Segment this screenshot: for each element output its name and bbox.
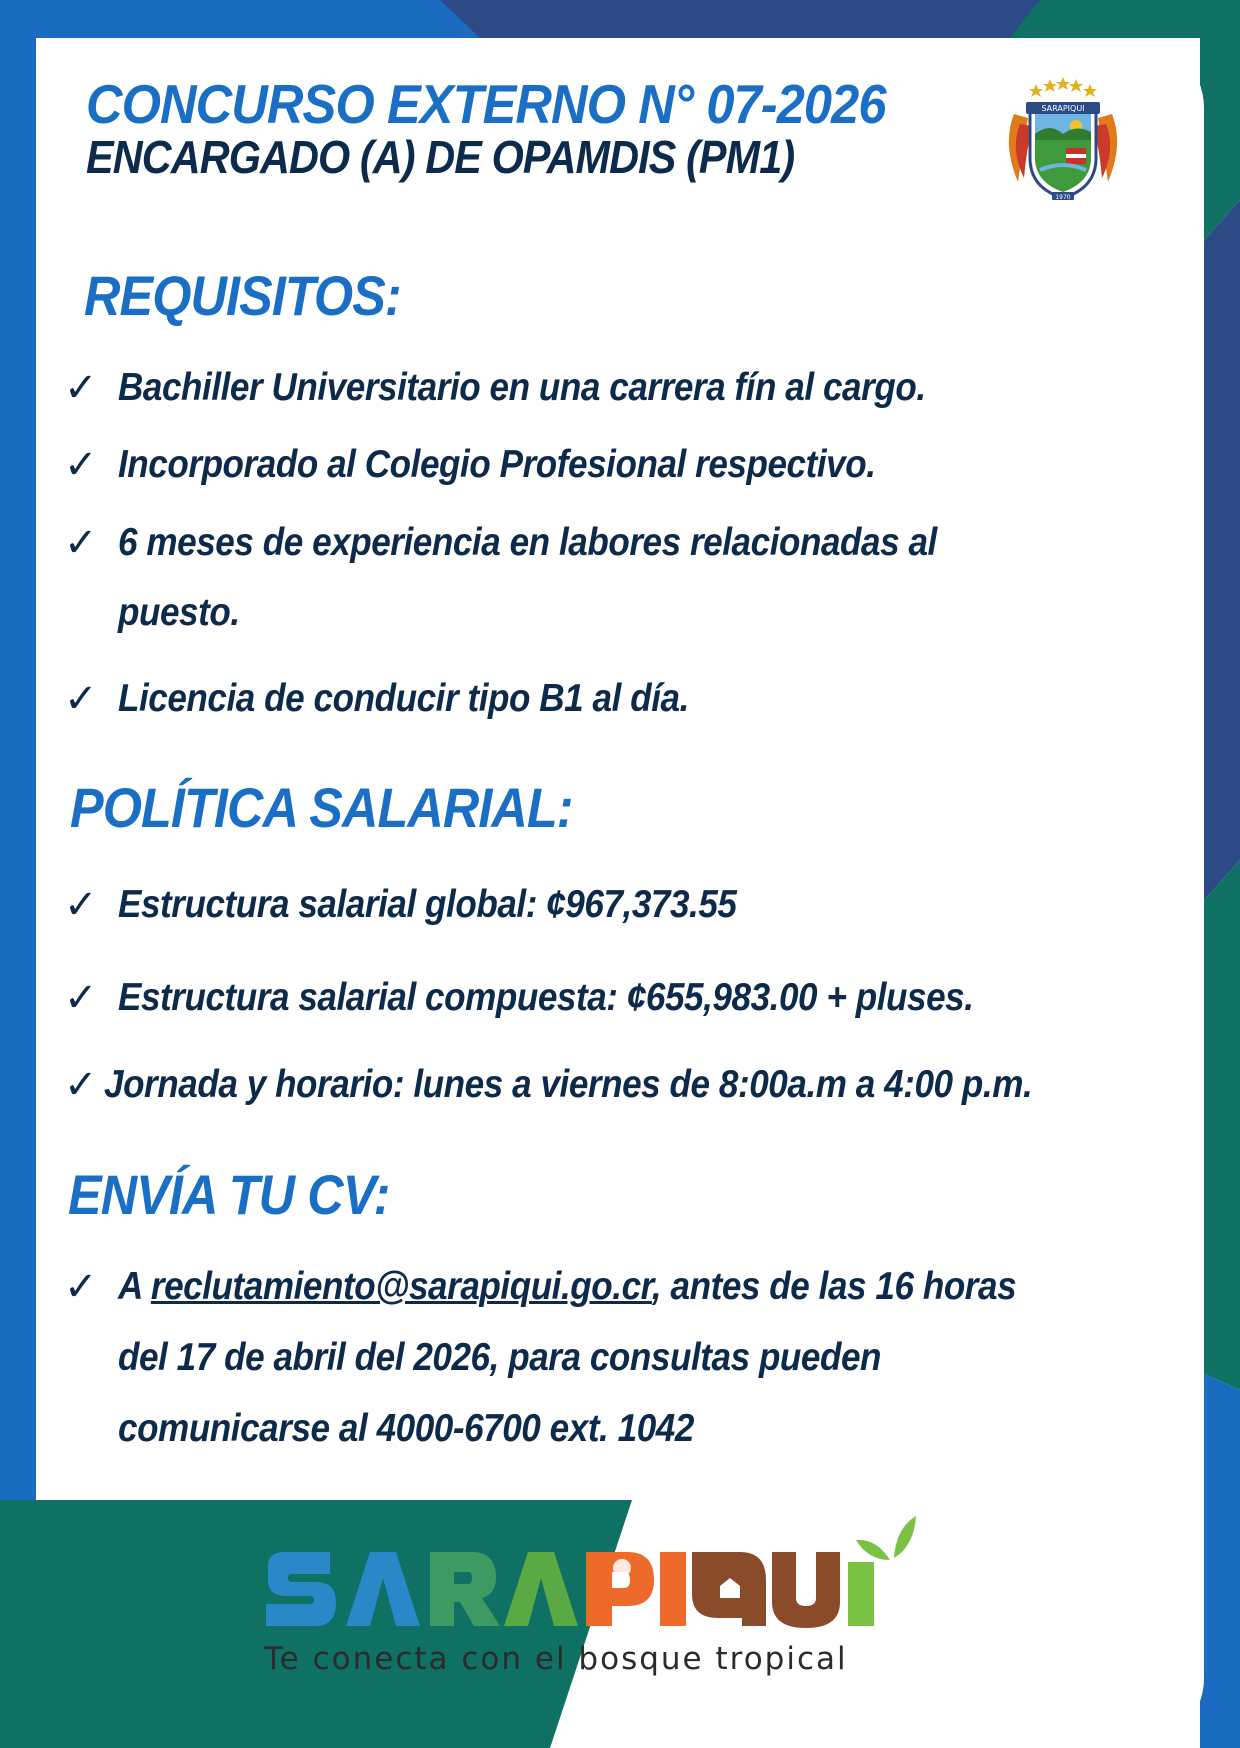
politica-heading: POLÍTICA SALARIAL:	[70, 776, 573, 839]
email-link[interactable]: reclutamiento@sarapiqui.go.cr	[150, 1265, 652, 1308]
list-item	[64, 353, 1015, 423]
list-item	[64, 430, 960, 500]
list-item-text: Bachiller Universitario en una carrera fín al cargo.	[118, 366, 926, 409]
list-item-continuation	[64, 1323, 966, 1393]
list-item-continuation	[64, 578, 253, 648]
check-icon: ✓	[64, 882, 98, 928]
leaf-icon	[894, 1516, 916, 1558]
list-item-text: Incorporado al Colegio Profesional respectivo.	[118, 443, 876, 486]
leaf-icon	[856, 1540, 890, 1560]
list-item	[64, 664, 752, 734]
list-item-text: puesto.	[118, 591, 240, 634]
check-icon: ✓	[64, 1264, 98, 1310]
list-item-text: Jornada y horario: lunes a viernes de 8:00a.m a 4:00 p.m.	[104, 1063, 1033, 1106]
list-item-text: del 17 de abril del 2026, para consultas pueden	[118, 1336, 882, 1379]
cv-suffix: , antes de las 16 horas	[651, 1265, 1017, 1308]
list-item-text: 6 meses de experiencia en labores relacionadas al	[118, 521, 937, 564]
municipal-seal-icon	[1000, 74, 1126, 206]
list-item	[64, 1050, 1135, 1120]
list-item-text: comunicarse al 4000-6700 ext. 1042	[118, 1407, 694, 1450]
check-icon: ✓	[64, 975, 98, 1021]
brand-tagline: Te conecta con el bosque tropical	[264, 1641, 848, 1677]
requisitos-heading: REQUISITOS:	[84, 264, 401, 327]
list-item-text: Estructura salarial global: ¢967,373.55	[118, 883, 737, 926]
check-icon: ✓	[64, 442, 98, 488]
check-icon: ✓	[64, 1062, 98, 1108]
list-item	[64, 508, 1028, 578]
list-item	[64, 1252, 1116, 1322]
page-subtitle: ENCARGADO (A) DE OPAMDIS (PM1)	[86, 131, 795, 183]
list-item-text	[118, 1252, 1016, 1322]
sarapiqui-logo	[260, 1498, 920, 1648]
list-item	[64, 963, 1069, 1033]
cv-heading: ENVÍA TU CV:	[68, 1163, 390, 1226]
seal-banner-text: SARAPIQUI	[1041, 104, 1085, 113]
check-icon: ✓	[64, 676, 98, 722]
cv-prefix: A	[118, 1265, 151, 1308]
municipal-seal	[1000, 74, 1126, 206]
list-item-text: Licencia de conducir tipo B1 al día.	[118, 677, 689, 720]
list-item	[64, 870, 805, 940]
list-item-continuation	[64, 1394, 758, 1464]
check-icon: ✓	[64, 520, 98, 566]
check-icon: ✓	[64, 365, 98, 411]
page-title: CONCURSO EXTERNO N° 07-2026	[86, 73, 886, 135]
seal-year-text: 1970	[1055, 194, 1071, 201]
water-drop-icon	[800, 1582, 812, 1606]
list-item-text: Estructura salarial compuesta: ¢655,983.00 + pluses.	[118, 976, 974, 1019]
